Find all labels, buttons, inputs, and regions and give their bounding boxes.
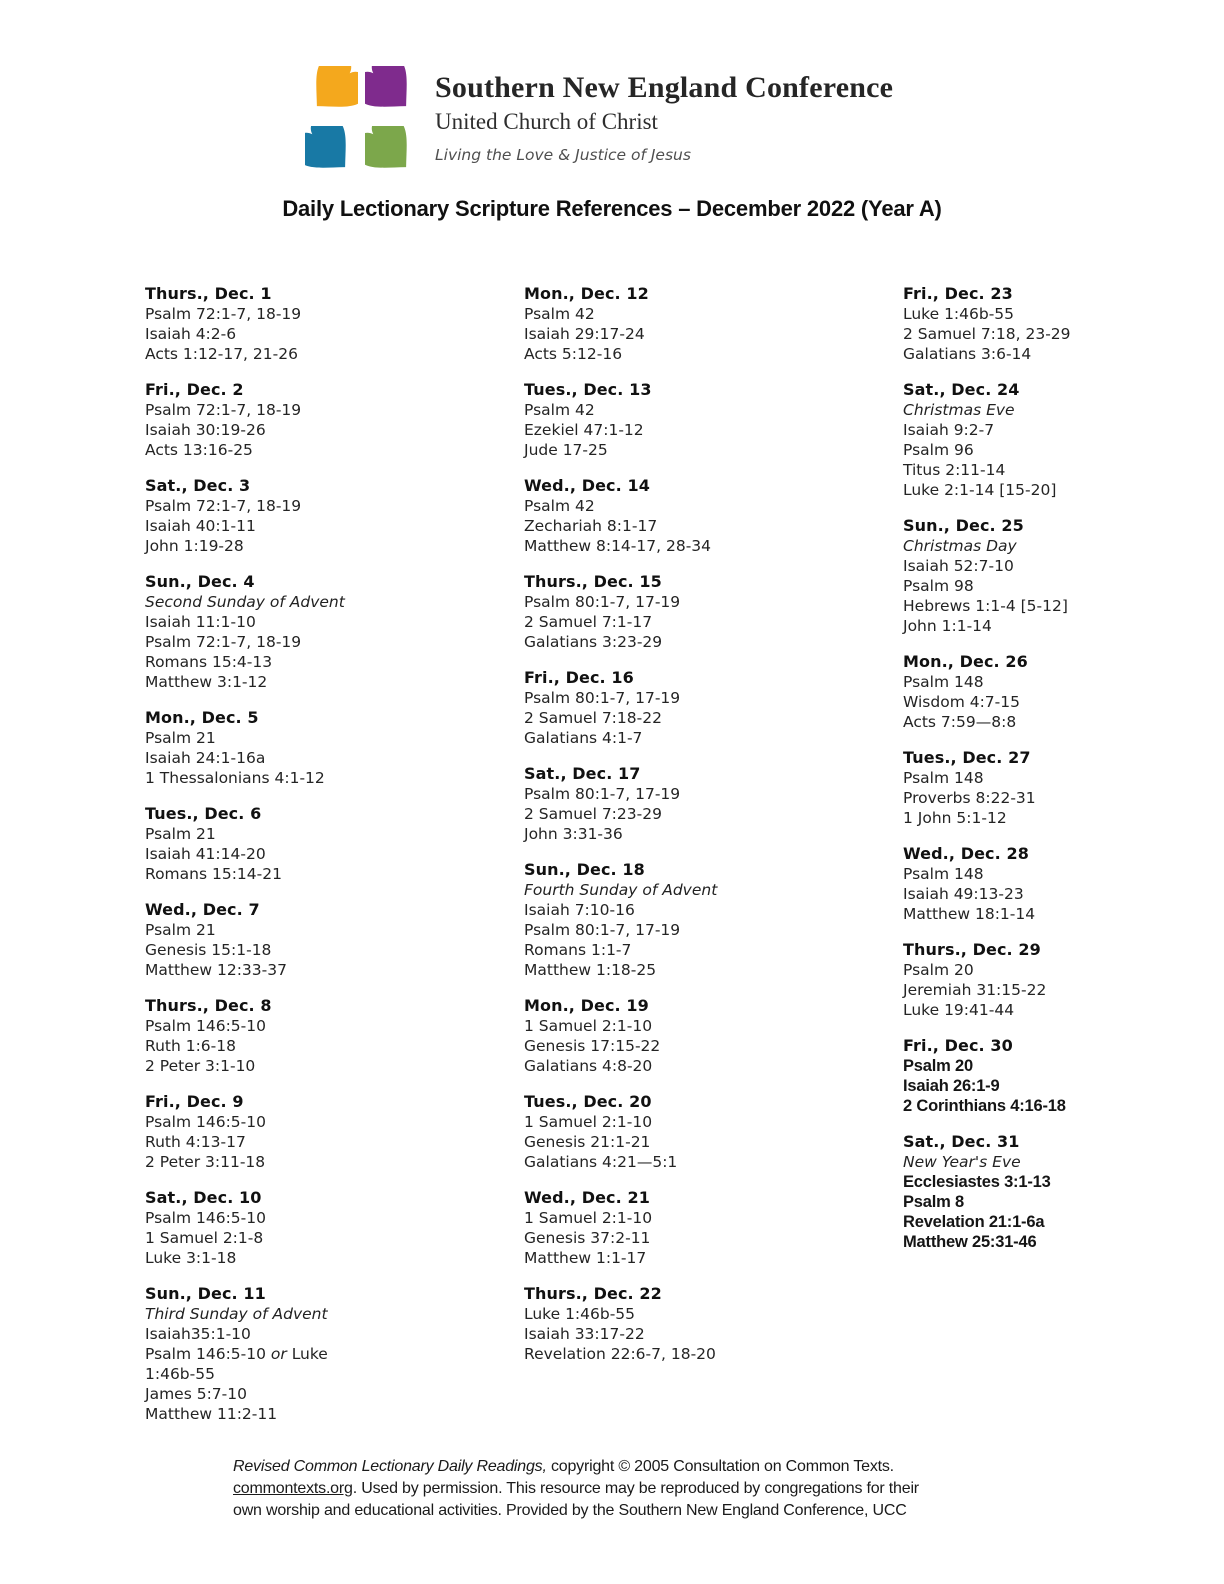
scripture-reading: Acts 1:12-17, 21-26 bbox=[145, 345, 298, 363]
header-logo bbox=[305, 66, 893, 179]
day-block bbox=[903, 652, 1224, 732]
scripture-reading: Isaiah 30:19-26 bbox=[145, 421, 266, 439]
page-title: Daily Lectionary Scripture References – December 2022 (Year A) bbox=[282, 196, 942, 221]
scripture-reading: Isaiah 9:2-7 bbox=[903, 421, 995, 439]
scripture-reading: 1 Samuel 2:1-8 bbox=[145, 1229, 264, 1247]
day-header: Mon., Dec. 12 bbox=[524, 284, 649, 303]
logo-heart-bottom-right bbox=[347, 108, 418, 179]
scripture-reading: Genesis 21:1-21 bbox=[524, 1133, 651, 1151]
scripture-reading: 2 Samuel 7:18-22 bbox=[524, 709, 662, 727]
scripture-reading: 1:46b-55 bbox=[145, 1365, 215, 1383]
column-1 bbox=[145, 284, 495, 1440]
day-header: Thurs., Dec. 1 bbox=[145, 284, 272, 303]
scripture-reading: Isaiah 7:10-16 bbox=[524, 901, 635, 919]
day-block bbox=[903, 516, 1224, 636]
day-block bbox=[903, 284, 1224, 364]
scripture-reading: Luke 19:41-44 bbox=[903, 1001, 1015, 1019]
day-header: Wed., Dec. 7 bbox=[145, 900, 260, 919]
scripture-reading: 2 Corinthians 4:16-18 bbox=[903, 1097, 1066, 1115]
day-subtitle: Fourth Sunday of Advent bbox=[524, 881, 718, 899]
scripture-reading: Revelation 22:6-7, 18-20 bbox=[524, 1345, 716, 1363]
scripture-reading: 2 Peter 3:11-18 bbox=[145, 1153, 266, 1171]
day-block bbox=[524, 764, 884, 844]
day-subtitle: Third Sunday of Advent bbox=[145, 1305, 328, 1323]
scripture-reading: Psalm 148 bbox=[903, 769, 984, 787]
day-block bbox=[145, 1188, 495, 1268]
scripture-reading: Luke 2:1-14 [15-20] bbox=[903, 481, 1057, 499]
scripture-reading: John 3:31-36 bbox=[524, 825, 623, 843]
logo-heart-bottom-left bbox=[305, 108, 365, 179]
scripture-reading: Psalm 8 bbox=[903, 1193, 964, 1211]
day-header: Sat., Dec. 17 bbox=[524, 764, 641, 783]
scripture-reading: Psalm 20 bbox=[903, 1057, 973, 1075]
scripture-reading: Jude 17-25 bbox=[524, 441, 608, 459]
column-2 bbox=[524, 284, 884, 1380]
day-header: Thurs., Dec. 15 bbox=[524, 572, 662, 591]
scripture-reading: John 1:19-28 bbox=[145, 537, 244, 555]
day-header: Thurs., Dec. 22 bbox=[524, 1284, 662, 1303]
scripture-reading: Psalm 80:1-7, 17-19 bbox=[524, 921, 681, 939]
scripture-reading: 1 Samuel 2:1-10 bbox=[524, 1113, 653, 1131]
scripture-reading: Luke 1:46b-55 bbox=[903, 305, 1015, 323]
scripture-reading: 1 John 5:1-12 bbox=[903, 809, 1007, 827]
scripture-reading: Matthew 3:1-12 bbox=[145, 673, 268, 691]
logo-text bbox=[435, 66, 893, 164]
day-header: Sat., Dec. 10 bbox=[145, 1188, 262, 1207]
scripture-reading: 1 Samuel 2:1-10 bbox=[524, 1017, 653, 1035]
day-header: Mon., Dec. 5 bbox=[145, 708, 259, 727]
day-header: Fri., Dec. 16 bbox=[524, 668, 634, 687]
scripture-reading: Jeremiah 31:15-22 bbox=[903, 981, 1047, 999]
scripture-reading: Isaiah 24:1-16a bbox=[145, 749, 266, 767]
day-block bbox=[524, 572, 884, 652]
day-header: Tues., Dec. 13 bbox=[524, 380, 652, 399]
scripture-reading: Psalm 72:1-7, 18-19 bbox=[145, 497, 302, 515]
day-header: Sun., Dec. 18 bbox=[524, 860, 645, 879]
scripture-reading: Galatians 4:1-7 bbox=[524, 729, 643, 747]
day-block bbox=[145, 380, 495, 460]
day-block bbox=[903, 1132, 1224, 1252]
scripture-reading: Ruth 4:13-17 bbox=[145, 1133, 246, 1151]
day-block bbox=[524, 284, 884, 364]
day-block bbox=[903, 940, 1224, 1020]
day-block bbox=[524, 1092, 884, 1172]
day-block bbox=[903, 844, 1224, 924]
day-block bbox=[903, 748, 1224, 828]
scripture-reading: Psalm 80:1-7, 17-19 bbox=[524, 689, 681, 707]
scripture-reading: 1 Thessalonians 4:1-12 bbox=[145, 769, 325, 787]
scripture-reading: Psalm 148 bbox=[903, 673, 984, 691]
scripture-reading: Isaiah 41:14-20 bbox=[145, 845, 266, 863]
day-header: Wed., Dec. 14 bbox=[524, 476, 650, 495]
day-block bbox=[145, 1284, 495, 1424]
scripture-reading: Psalm 146:5-10 bbox=[145, 1017, 266, 1035]
scripture-reading: James 5:7-10 bbox=[145, 1385, 247, 1403]
org-tagline: Living the Love & Justice of Jesus bbox=[435, 146, 691, 164]
scripture-reading: Psalm 146:5-10 bbox=[145, 1209, 266, 1227]
scripture-reading: Acts 7:59—8:8 bbox=[903, 713, 1017, 731]
scripture-reading: Psalm 96 bbox=[903, 441, 974, 459]
day-header: Sun., Dec. 11 bbox=[145, 1284, 266, 1303]
scripture-reading: Isaiah 11:1-10 bbox=[145, 613, 256, 631]
scripture-reading: Psalm 146:5-10 bbox=[145, 1113, 266, 1131]
scripture-reading: Luke 1:46b-55 bbox=[524, 1305, 636, 1323]
scripture-reading: Isaiah 52:7-10 bbox=[903, 557, 1014, 575]
day-block bbox=[145, 1092, 495, 1172]
footer-line: Revised Common Lectionary Daily Readings, copyright © 2005 Consultation on Common Texts. bbox=[233, 1458, 894, 1475]
scripture-reading: Romans 1:1-7 bbox=[524, 941, 632, 959]
scripture-reading: Matthew 18:1-14 bbox=[903, 905, 1036, 923]
org-subtitle: United Church of Christ bbox=[435, 109, 658, 134]
scripture-reading: Isaiah 33:17-22 bbox=[524, 1325, 645, 1343]
day-header: Fri., Dec. 30 bbox=[903, 1036, 1013, 1055]
scripture-reading: Psalm 80:1-7, 17-19 bbox=[524, 785, 681, 803]
scripture-reading: Psalm 72:1-7, 18-19 bbox=[145, 305, 302, 323]
scripture-reading: Matthew 8:14-17, 28-34 bbox=[524, 537, 712, 555]
scripture-reading: Ezekiel 47:1-12 bbox=[524, 421, 644, 439]
scripture-reading: Psalm 146:5-10 or Luke bbox=[145, 1345, 328, 1363]
ucc-hearts-logo bbox=[305, 66, 418, 179]
day-header: Mon., Dec. 26 bbox=[903, 652, 1028, 671]
scripture-reading: Ecclesiastes 3:1-13 bbox=[903, 1173, 1051, 1191]
scripture-reading: Wisdom 4:7-15 bbox=[903, 693, 1020, 711]
scripture-reading: Isaiah 4:2-6 bbox=[145, 325, 237, 343]
scripture-reading: Galatians 4:21—5:1 bbox=[524, 1153, 678, 1171]
scripture-reading: Isaiah 49:13-23 bbox=[903, 885, 1024, 903]
scripture-reading: Proverbs 8:22-31 bbox=[903, 789, 1036, 807]
scripture-reading: Luke 3:1-18 bbox=[145, 1249, 237, 1267]
scripture-reading: Psalm 21 bbox=[145, 921, 216, 939]
scripture-reading: Psalm 20 bbox=[903, 961, 974, 979]
day-block bbox=[145, 900, 495, 980]
scripture-reading: Isaiah 29:17-24 bbox=[524, 325, 645, 343]
day-block bbox=[524, 860, 884, 980]
scripture-reading: Revelation 21:1-6a bbox=[903, 1213, 1045, 1231]
day-block bbox=[524, 1284, 884, 1364]
scripture-reading: Psalm 21 bbox=[145, 825, 216, 843]
day-header: Sat., Dec. 3 bbox=[145, 476, 251, 495]
day-header: Thurs., Dec. 8 bbox=[145, 996, 272, 1015]
scripture-reading: Galatians 3:6-14 bbox=[903, 345, 1032, 363]
scripture-reading: Matthew 1:1-17 bbox=[524, 1249, 647, 1267]
scripture-reading: Psalm 72:1-7, 18-19 bbox=[145, 633, 302, 651]
scripture-reading: 2 Samuel 7:23-29 bbox=[524, 805, 662, 823]
day-header: Thurs., Dec. 29 bbox=[903, 940, 1041, 959]
scripture-reading: Titus 2:11-14 bbox=[903, 461, 1006, 479]
day-block bbox=[524, 1188, 884, 1268]
day-header: Sat., Dec. 24 bbox=[903, 380, 1020, 399]
scripture-reading: Romans 15:4-13 bbox=[145, 653, 273, 671]
scripture-reading: Isaiah 26:1-9 bbox=[903, 1077, 1000, 1095]
day-header: Sun., Dec. 4 bbox=[145, 572, 255, 591]
day-header: Tues., Dec. 6 bbox=[145, 804, 262, 823]
scripture-reading: Psalm 42 bbox=[524, 497, 595, 515]
scripture-reading: Romans 15:14-21 bbox=[145, 865, 282, 883]
day-block bbox=[524, 380, 884, 460]
day-subtitle: New Year's Eve bbox=[903, 1153, 1021, 1171]
scripture-reading: 2 Samuel 7:18, 23-29 bbox=[903, 325, 1071, 343]
scripture-reading: Isaiah35:1-10 bbox=[145, 1325, 251, 1343]
scripture-reading: Matthew 1:18-25 bbox=[524, 961, 657, 979]
scripture-reading: Zechariah 8:1-17 bbox=[524, 517, 658, 535]
footer-line: commontexts.org. Used by permission. This resource may be reproduced by congregations for their bbox=[233, 1480, 919, 1497]
day-block bbox=[903, 1036, 1224, 1116]
day-block bbox=[145, 996, 495, 1076]
scripture-reading: Matthew 12:33-37 bbox=[145, 961, 287, 979]
day-subtitle: Christmas Eve bbox=[903, 401, 1015, 419]
footer-credit bbox=[233, 1456, 1063, 1522]
day-header: Wed., Dec. 21 bbox=[524, 1188, 650, 1207]
day-header: Sat., Dec. 31 bbox=[903, 1132, 1020, 1151]
day-header: Sun., Dec. 25 bbox=[903, 516, 1024, 535]
scripture-reading: 2 Samuel 7:1-17 bbox=[524, 613, 653, 631]
day-block bbox=[903, 380, 1224, 500]
day-header: Tues., Dec. 20 bbox=[524, 1092, 652, 1111]
scripture-reading: Psalm 21 bbox=[145, 729, 216, 747]
day-header: Mon., Dec. 19 bbox=[524, 996, 649, 1015]
scripture-reading: Psalm 72:1-7, 18-19 bbox=[145, 401, 302, 419]
day-header: Fri., Dec. 9 bbox=[145, 1092, 244, 1111]
day-header: Wed., Dec. 28 bbox=[903, 844, 1029, 863]
day-header: Fri., Dec. 23 bbox=[903, 284, 1013, 303]
day-header: Tues., Dec. 27 bbox=[903, 748, 1031, 767]
scripture-reading: Genesis 37:2-11 bbox=[524, 1229, 651, 1247]
scripture-reading: Isaiah 40:1-11 bbox=[145, 517, 256, 535]
scripture-reading: Psalm 148 bbox=[903, 865, 984, 883]
scripture-reading: Acts 13:16-25 bbox=[145, 441, 253, 459]
scripture-reading: Matthew 25:31-46 bbox=[903, 1233, 1037, 1251]
day-block bbox=[524, 476, 884, 556]
day-block bbox=[145, 476, 495, 556]
org-name: Southern New England Conference bbox=[435, 71, 894, 104]
scripture-reading: 1 Samuel 2:1-10 bbox=[524, 1209, 653, 1227]
scripture-reading: John 1:1-14 bbox=[903, 617, 992, 635]
scripture-reading: 2 Peter 3:1-10 bbox=[145, 1057, 256, 1075]
scripture-reading: Ruth 1:6-18 bbox=[145, 1037, 236, 1055]
scripture-reading: Galatians 3:23-29 bbox=[524, 633, 663, 651]
day-block bbox=[145, 708, 495, 788]
scripture-reading: Genesis 17:15-22 bbox=[524, 1037, 661, 1055]
scripture-reading: Hebrews 1:1-4 [5-12] bbox=[903, 597, 1068, 615]
scripture-reading: Psalm 42 bbox=[524, 401, 595, 419]
day-block bbox=[145, 804, 495, 884]
day-block bbox=[145, 572, 495, 692]
scripture-reading: Matthew 11:2-11 bbox=[145, 1405, 278, 1423]
commontexts-link[interactable]: commontexts.org bbox=[233, 1480, 353, 1497]
scripture-reading: Psalm 98 bbox=[903, 577, 974, 595]
day-subtitle: Christmas Day bbox=[903, 537, 1017, 555]
scripture-reading: Genesis 15:1-18 bbox=[145, 941, 272, 959]
footer-line: own worship and educational activities. Provided by the Southern New England Conference, UCC bbox=[233, 1502, 907, 1519]
day-header: Fri., Dec. 2 bbox=[145, 380, 244, 399]
scripture-reading: Psalm 80:1-7, 17-19 bbox=[524, 593, 681, 611]
day-subtitle: Second Sunday of Advent bbox=[145, 593, 345, 611]
day-block bbox=[145, 284, 495, 364]
scripture-reading: Acts 5:12-16 bbox=[524, 345, 623, 363]
day-block bbox=[524, 668, 884, 748]
scripture-reading: Galatians 4:8-20 bbox=[524, 1057, 653, 1075]
day-block bbox=[524, 996, 884, 1076]
column-3 bbox=[903, 284, 1224, 1268]
scripture-reading: Psalm 42 bbox=[524, 305, 595, 323]
